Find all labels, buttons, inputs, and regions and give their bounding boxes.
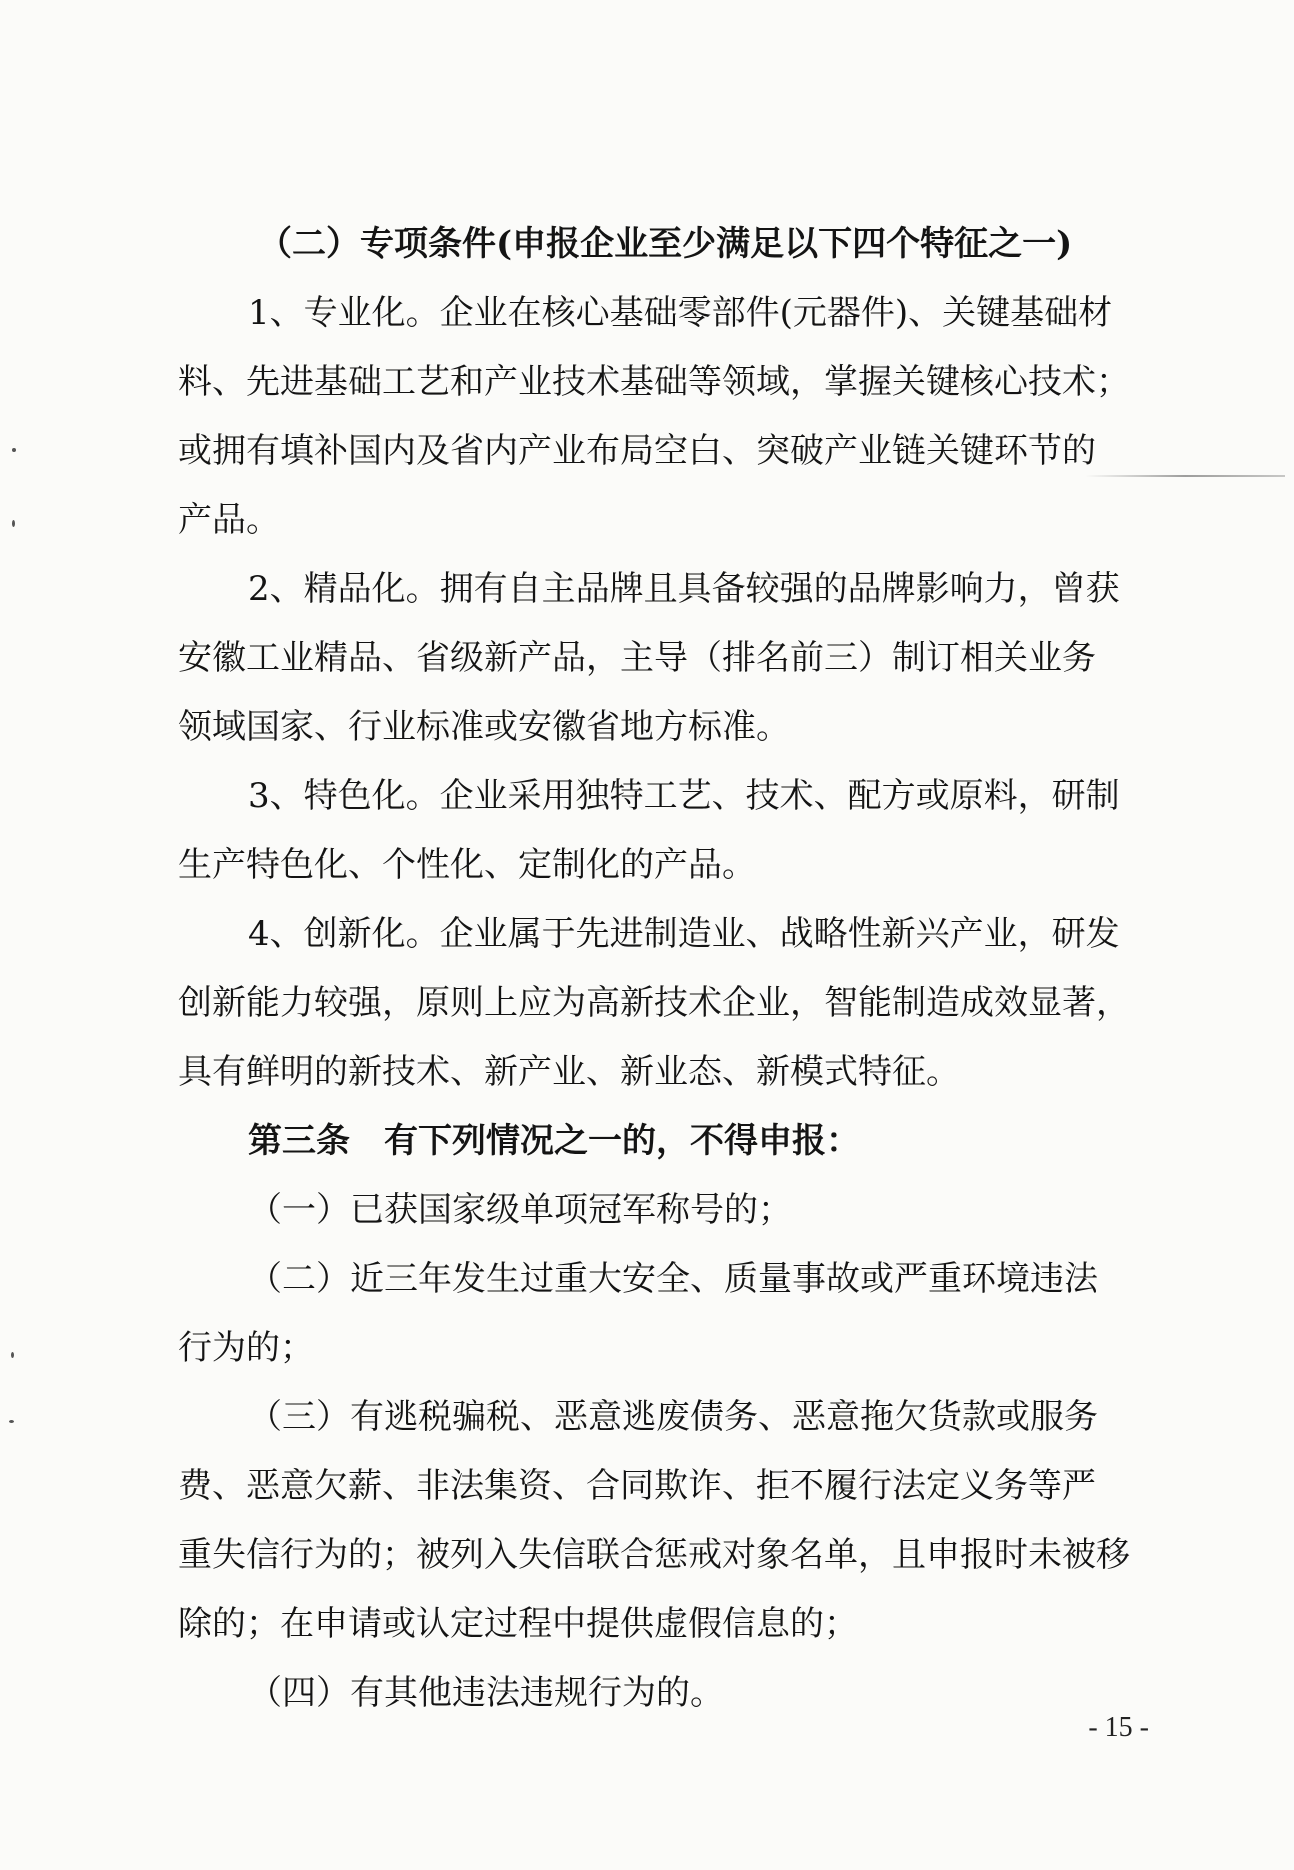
paragraph-line: 生产特色化、个性化、定制化的产品。 — [178, 845, 756, 885]
scan-dot-mark — [11, 1352, 14, 1358]
page-number: - 15 - — [1088, 1712, 1149, 1743]
paragraph-line: 或拥有填补国内及省内产业布局空白、突破产业链关键环节的 — [178, 431, 1096, 471]
document-body — [178, 210, 1150, 1728]
exclusion-item-one: （一）已获国家级单项冠军称号的； — [248, 1190, 792, 1230]
paragraph-line: 产品。 — [178, 500, 280, 540]
exclusion-item-four: （四）有其他违法违规行为的。 — [248, 1673, 724, 1713]
scan-dot-mark — [12, 448, 16, 452]
paragraph-line: 2、精品化。拥有自主品牌且具备较强的品牌影响力，曾获 — [248, 569, 1120, 609]
scan-dot-mark — [9, 1420, 14, 1423]
paragraph-line: 除的；在申请或认定过程中提供虚假信息的； — [178, 1604, 858, 1644]
exclusion-item-two — [178, 1245, 1150, 1383]
paragraph-line: 创新能力较强，原则上应为高新技术企业，智能制造成效显著， — [178, 983, 1130, 1023]
scan-stroke-mark — [1085, 475, 1285, 477]
section-heading-special-conditions: （二）专项条件(申报企业至少满足以下四个特征之一) — [258, 224, 1073, 264]
paragraph-line: （二）近三年发生过重大安全、质量事故或严重环境违法 — [248, 1259, 1098, 1299]
paragraph-line: 具有鲜明的新技术、新产业、新业态、新模式特征。 — [178, 1052, 960, 1092]
paragraph-line: 料、先进基础工艺和产业技术基础等领域，掌握关键核心技术； — [178, 362, 1130, 402]
paragraph-refinement — [178, 555, 1150, 762]
paragraph-innovation — [178, 900, 1150, 1107]
paragraph-specialization — [178, 279, 1150, 555]
paragraph-line: 重失信行为的；被列入失信联合惩戒对象名单，且申报时未被移 — [178, 1535, 1130, 1575]
scan-dot-mark — [12, 520, 15, 527]
paragraph-line: 费、恶意欠薪、非法集资、合同欺诈、拒不履行法定义务等严 — [178, 1466, 1096, 1506]
paragraph-line: 3、特色化。企业采用独特工艺、技术、配方或原料，研制 — [248, 776, 1120, 816]
exclusion-item-three — [178, 1383, 1150, 1659]
article-three-heading: 第三条 有下列情况之一的，不得申报： — [248, 1121, 860, 1161]
paragraph-line: 行为的； — [178, 1328, 314, 1368]
paragraph-line: （三）有逃税骗税、恶意逃废债务、恶意拖欠货款或服务 — [248, 1397, 1098, 1437]
paragraph-line: 安徽工业精品、省级新产品，主导（排名前三）制订相关业务 — [178, 638, 1096, 678]
paragraph-line: 1、专业化。企业在核心基础零部件(元器件)、关键基础材 — [248, 293, 1113, 333]
paragraph-characteristic — [178, 762, 1150, 900]
paragraph-line: 领域国家、行业标准或安徽省地方标准。 — [178, 707, 790, 747]
paragraph-line: 4、创新化。企业属于先进制造业、战略性新兴产业，研发 — [248, 914, 1120, 954]
